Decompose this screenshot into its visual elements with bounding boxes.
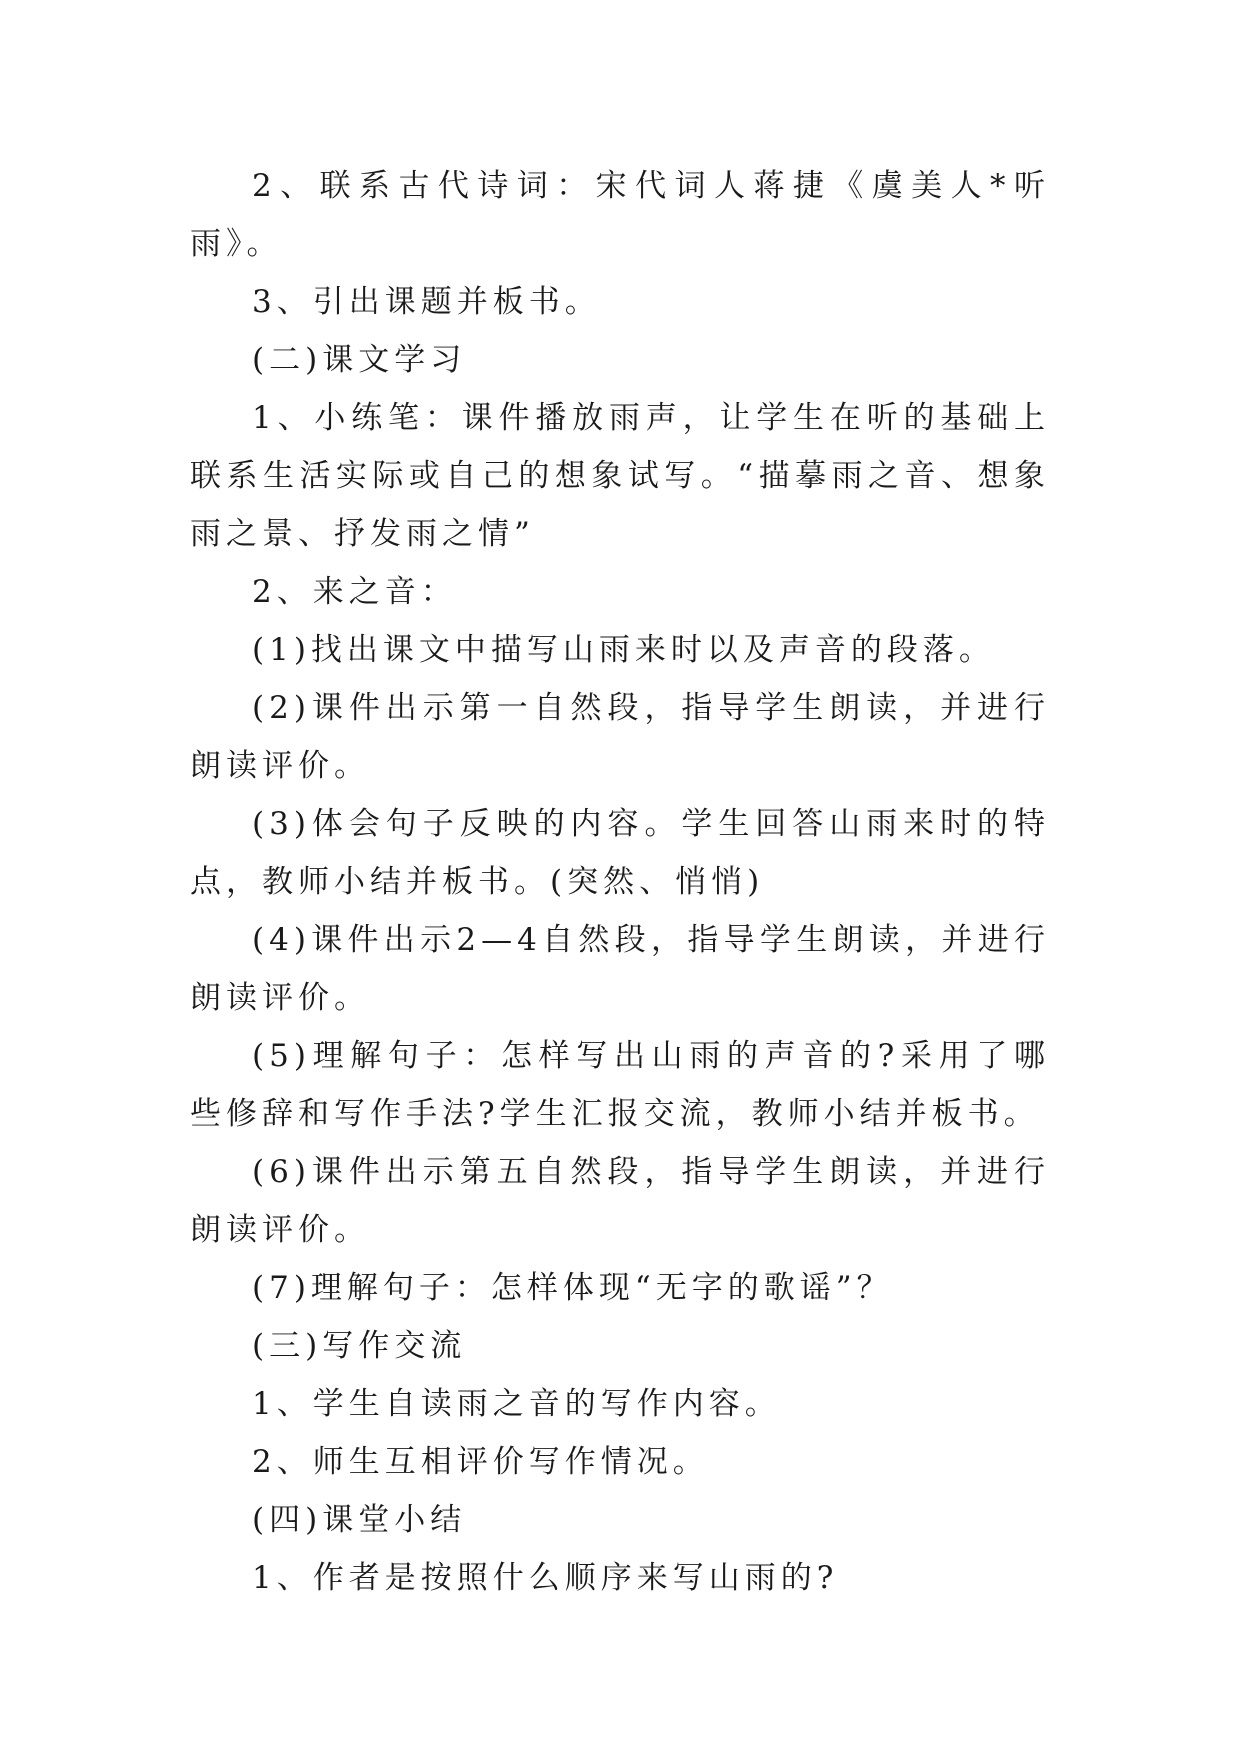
paragraph-6: (1)找出课文中描写山雨来时以及声音的段落。 <box>252 632 995 668</box>
document-body <box>190 157 1050 1607</box>
paragraph-10: (5)理解句子：怎样写出山雨的声音的?采用了哪些修辞和写作手法?学生汇报交流，教师小结并板书。 <box>190 1038 1050 1132</box>
paragraph-12: (7)理解句子：怎样体现“无字的歌谣”？ <box>252 1270 893 1306</box>
paragraph-9: (4)课件出示2—4自然段，指导学生朗读，并进行朗读评价。 <box>190 922 1050 1016</box>
paragraph-1: 2、联系古代诗词：宋代词人蒋捷《虞美人*听雨》。 <box>190 168 1050 262</box>
paragraph-14: 1、学生自读雨之音的写作内容。 <box>252 1386 781 1422</box>
paragraph-3: (二)课文学习 <box>252 342 467 378</box>
paragraph-13: (三)写作交流 <box>252 1328 467 1364</box>
paragraph-11: (6)课件出示第五自然段，指导学生朗读，并进行朗读评价。 <box>190 1154 1050 1248</box>
paragraph-4: 1、小练笔：课件播放雨声，让学生在听的基础上联系生活实际或自己的想象试写。“描摹雨之音、想象雨之景、抒发雨之情” <box>190 400 1050 552</box>
paragraph-8: (3)体会句子反映的内容。学生回答山雨来时的特点，教师小结并板书。(突然、悄悄) <box>190 806 1050 900</box>
paragraph-16: (四)课堂小结 <box>252 1502 467 1538</box>
paragraph-5: 2、来之音： <box>252 574 457 610</box>
paragraph-2: 3、引出课题并板书。 <box>252 284 601 320</box>
paragraph-15: 2、师生互相评价写作情况。 <box>252 1444 709 1480</box>
paragraph-7: (2)课件出示第一自然段，指导学生朗读，并进行朗读评价。 <box>190 690 1050 784</box>
paragraph-17: 1、作者是按照什么顺序来写山雨的? <box>252 1560 839 1596</box>
